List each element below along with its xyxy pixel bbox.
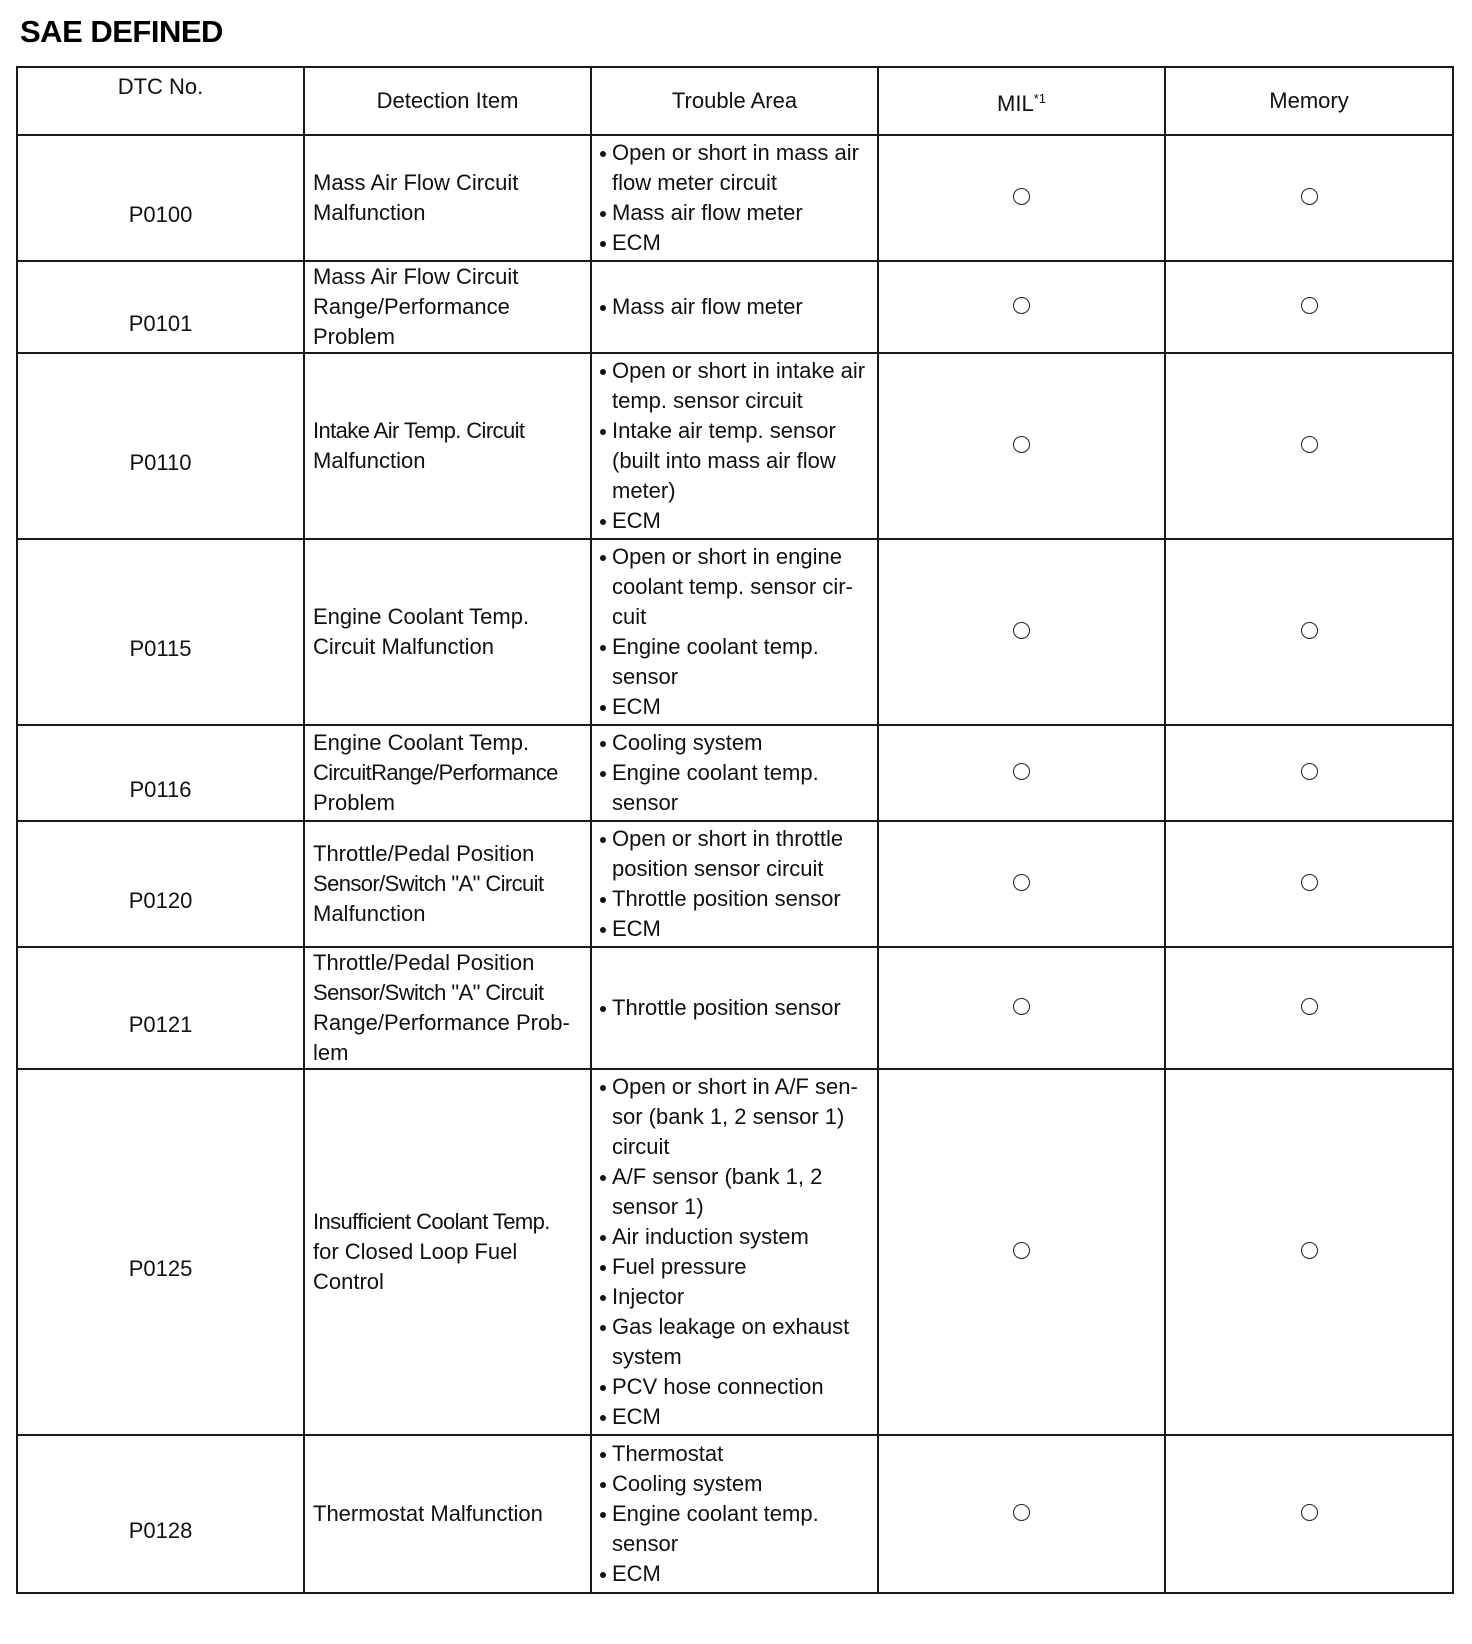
detection-line: Intake Air Temp. Circuit	[313, 418, 525, 443]
detection-line: Range/Performance Prob-	[313, 1010, 570, 1035]
trouble-list	[598, 993, 871, 1023]
dtc-code: P0101	[17, 261, 304, 353]
circle-icon	[1301, 436, 1318, 453]
detection-item	[304, 135, 591, 261]
memory-cell	[1165, 135, 1453, 261]
dtc-code: P0110	[17, 353, 304, 539]
detection-line: Thermostat Malfunction	[313, 1501, 543, 1526]
circle-icon	[1013, 874, 1030, 891]
circle-icon	[1013, 622, 1030, 639]
detection-line: Control	[313, 1269, 384, 1294]
circle-icon	[1013, 436, 1030, 453]
circle-icon	[1013, 297, 1030, 314]
mil-cell	[878, 1069, 1165, 1435]
table-row	[17, 539, 1453, 725]
dtc-code: P0115	[17, 539, 304, 725]
dtc-code: P0128	[17, 1435, 304, 1593]
trouble-area	[591, 539, 878, 725]
memory-cell	[1165, 1435, 1453, 1593]
trouble-item: Open or short in mass air flow meter circuit	[598, 138, 871, 198]
trouble-item: Engine coolant temp. sensor	[598, 632, 871, 692]
mil-cell	[878, 947, 1165, 1069]
detection-line: Problem	[313, 790, 395, 815]
trouble-item: ECM	[598, 228, 871, 258]
header-mil	[878, 67, 1165, 135]
header-memory: Memory	[1165, 67, 1453, 135]
trouble-item: Mass air flow meter	[598, 292, 871, 322]
trouble-item: Open or short in throttle position sensor circuit	[598, 824, 871, 884]
mil-cell	[878, 821, 1165, 947]
detection-line: Malfunction	[313, 200, 426, 225]
trouble-list	[598, 1439, 871, 1589]
dtc-code: P0116	[17, 725, 304, 821]
circle-icon	[1301, 1504, 1318, 1521]
trouble-item: Open or short in A/F sen-sor (bank 1, 2 sensor 1) circuit	[598, 1072, 871, 1162]
memory-cell	[1165, 353, 1453, 539]
table-row	[17, 1435, 1453, 1593]
dtc-table	[16, 66, 1454, 1594]
detection-item	[304, 1069, 591, 1435]
circle-icon	[1013, 763, 1030, 780]
trouble-list	[598, 1072, 871, 1432]
detection-line: Insufficient Coolant Temp.	[313, 1209, 550, 1234]
trouble-item: ECM	[598, 506, 871, 536]
memory-cell	[1165, 539, 1453, 725]
detection-line: Mass Air Flow Circuit	[313, 264, 519, 289]
detection-line: Sensor/Switch "A" Circuit	[313, 871, 544, 896]
trouble-item: Thermostat	[598, 1439, 871, 1469]
trouble-item: Cooling system	[598, 728, 871, 758]
detection-line: Throttle/Pedal Position	[313, 950, 535, 975]
circle-icon	[1301, 1242, 1318, 1259]
trouble-list	[598, 542, 871, 722]
trouble-item: Air induction system	[598, 1222, 871, 1252]
trouble-list	[598, 824, 871, 944]
memory-cell	[1165, 725, 1453, 821]
circle-icon	[1013, 1504, 1030, 1521]
table-row	[17, 821, 1453, 947]
detection-line: Sensor/Switch "A" Circuit	[313, 980, 544, 1005]
header-trouble-area: Trouble Area	[591, 67, 878, 135]
header-detection-item: Detection Item	[304, 67, 591, 135]
circle-icon	[1013, 188, 1030, 205]
circle-icon	[1301, 763, 1318, 780]
dtc-code: P0125	[17, 1069, 304, 1435]
trouble-item: Engine coolant temp. sensor	[598, 758, 871, 818]
page-title: SAE DEFINED	[20, 14, 223, 49]
trouble-item: Mass air flow meter	[598, 198, 871, 228]
detection-line: Throttle/Pedal Position	[313, 841, 535, 866]
trouble-list	[598, 138, 871, 258]
trouble-item: ECM	[598, 1402, 871, 1432]
header-mil-label: MIL	[997, 90, 1034, 116]
header-row	[17, 67, 1453, 135]
detection-item	[304, 261, 591, 353]
detection-line: Engine Coolant Temp.	[313, 730, 530, 755]
detection-line: Circuit Malfunction	[313, 634, 494, 659]
trouble-item: Cooling system	[598, 1469, 871, 1499]
trouble-area	[591, 821, 878, 947]
table-body	[17, 135, 1453, 1593]
dtc-code: P0120	[17, 821, 304, 947]
trouble-item: ECM	[598, 914, 871, 944]
circle-icon	[1301, 622, 1318, 639]
table-row	[17, 135, 1453, 261]
mil-cell	[878, 725, 1165, 821]
trouble-item: PCV hose connection	[598, 1372, 871, 1402]
detection-item	[304, 539, 591, 725]
circle-icon	[1301, 297, 1318, 314]
mil-cell	[878, 1435, 1165, 1593]
trouble-area	[591, 1435, 878, 1593]
memory-cell	[1165, 261, 1453, 353]
table-row	[17, 353, 1453, 539]
detection-item	[304, 725, 591, 821]
detection-line: for Closed Loop Fuel	[313, 1239, 518, 1264]
memory-cell	[1165, 1069, 1453, 1435]
memory-cell	[1165, 947, 1453, 1069]
detection-line: lem	[313, 1040, 349, 1065]
trouble-item: Injector	[598, 1282, 871, 1312]
mil-cell	[878, 135, 1165, 261]
detection-item	[304, 821, 591, 947]
detection-line: Mass Air Flow Circuit	[313, 170, 519, 195]
circle-icon	[1301, 998, 1318, 1015]
trouble-area	[591, 353, 878, 539]
trouble-item: Intake air temp. sensor (built into mass air flow meter)	[598, 416, 871, 506]
trouble-item: Open or short in engine coolant temp. sensor cir-cuit	[598, 542, 871, 632]
circle-icon	[1013, 998, 1030, 1015]
header-dtc-no: DTC No.	[17, 67, 304, 135]
circle-icon	[1301, 874, 1318, 891]
table-row	[17, 261, 1453, 353]
trouble-area	[591, 261, 878, 353]
dtc-code: P0100	[17, 135, 304, 261]
trouble-list	[598, 728, 871, 818]
detection-line: CircuitRange/Performance	[313, 760, 558, 785]
detection-line: Malfunction	[313, 448, 426, 473]
mil-cell	[878, 261, 1165, 353]
detection-item	[304, 353, 591, 539]
header-mil-footnote: *1	[1033, 90, 1046, 106]
memory-cell	[1165, 821, 1453, 947]
detection-line: Malfunction	[313, 901, 426, 926]
circle-icon	[1013, 1242, 1030, 1259]
trouble-item: A/F sensor (bank 1, 2 sensor 1)	[598, 1162, 871, 1222]
detection-item	[304, 1435, 591, 1593]
trouble-item: Throttle position sensor	[598, 884, 871, 914]
mil-cell	[878, 539, 1165, 725]
trouble-area	[591, 1069, 878, 1435]
trouble-list	[598, 292, 871, 322]
detection-line: Engine Coolant Temp.	[313, 604, 530, 629]
table-row	[17, 1069, 1453, 1435]
dtc-code: P0121	[17, 947, 304, 1069]
detection-line: Range/Performance	[313, 294, 510, 319]
trouble-item: ECM	[598, 692, 871, 722]
trouble-item: ECM	[598, 1559, 871, 1589]
trouble-item: Throttle position sensor	[598, 993, 871, 1023]
trouble-area	[591, 725, 878, 821]
table-row	[17, 947, 1453, 1069]
trouble-area	[591, 135, 878, 261]
detection-line: Problem	[313, 324, 395, 349]
trouble-item: Fuel pressure	[598, 1252, 871, 1282]
trouble-area	[591, 947, 878, 1069]
trouble-item: Engine coolant temp. sensor	[598, 1499, 871, 1559]
trouble-list	[598, 356, 871, 536]
table-row	[17, 725, 1453, 821]
circle-icon	[1301, 188, 1318, 205]
trouble-item: Gas leakage on exhaust system	[598, 1312, 871, 1372]
trouble-item: Open or short in intake air temp. sensor circuit	[598, 356, 871, 416]
mil-cell	[878, 353, 1165, 539]
detection-item	[304, 947, 591, 1069]
